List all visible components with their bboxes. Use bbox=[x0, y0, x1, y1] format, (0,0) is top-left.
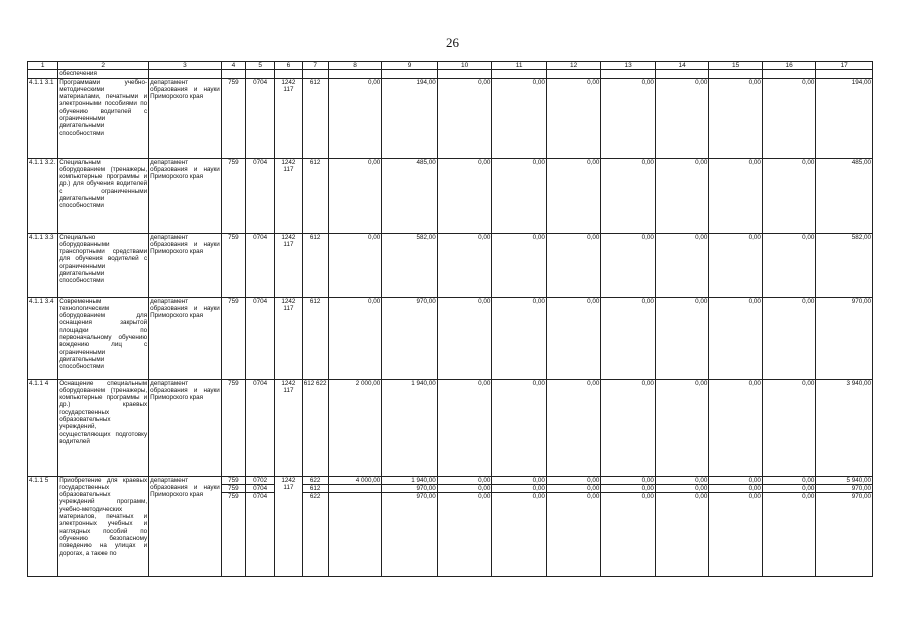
cell-value bbox=[329, 492, 382, 500]
continuation-row bbox=[28, 70, 873, 78]
cell-c6: 1242 117 bbox=[275, 476, 302, 576]
cell-c7: 612 bbox=[302, 233, 328, 297]
cell-value: 622 bbox=[309, 476, 321, 484]
cell-c15: 0,00 bbox=[709, 379, 763, 476]
column-number: 11 bbox=[492, 62, 547, 70]
cell-value: 0,00 bbox=[587, 476, 600, 484]
cell-c17: 582,00 bbox=[816, 233, 873, 297]
cell-c6: 1242 117 bbox=[275, 78, 302, 158]
cell-value: 622 bbox=[303, 492, 328, 500]
cell-c16: 0,00 bbox=[762, 297, 816, 379]
cell-value: 0,00 bbox=[763, 492, 816, 500]
cell-c17 bbox=[816, 476, 873, 576]
row-name: Специальным оборудованием (тренажеры, компьютерные программы и др.) для обучения водителей с ограниченными двигательными способностями bbox=[58, 158, 149, 233]
cell-c8: 0,00 bbox=[328, 233, 382, 297]
cell-c17: 194,00 bbox=[816, 78, 873, 158]
cell-c11: 0,00 bbox=[492, 233, 547, 297]
cell-value: 0,00 bbox=[802, 476, 815, 484]
cell-value: 612 bbox=[303, 484, 328, 492]
cell-c10: 0,00 bbox=[437, 379, 492, 476]
cell-c17: 3 940,00 bbox=[816, 379, 873, 476]
cell-c12: 0,00 bbox=[546, 158, 601, 233]
table-row bbox=[28, 233, 873, 297]
column-number: 12 bbox=[546, 62, 601, 70]
table-row bbox=[28, 297, 873, 379]
cell-value: 0,00 bbox=[601, 492, 655, 500]
column-number: 16 bbox=[762, 62, 816, 70]
cell-c9: 194,00 bbox=[382, 78, 438, 158]
cell-c6: 1242 117 bbox=[275, 297, 302, 379]
cell-value: 759 bbox=[222, 492, 245, 500]
cell-c12: 0,00 bbox=[546, 78, 601, 158]
cell-c16: 0,00 bbox=[762, 78, 816, 158]
column-number: 15 bbox=[709, 62, 763, 70]
cell-c7: 612 bbox=[302, 78, 328, 158]
cell-c12 bbox=[546, 476, 601, 576]
cell-c10: 0,00 bbox=[437, 297, 492, 379]
cell-c6: 1242 117 bbox=[275, 233, 302, 297]
column-number: 1 bbox=[28, 62, 58, 70]
cell-c13: 0,00 bbox=[601, 233, 656, 297]
cell-c9: 582,00 bbox=[382, 233, 438, 297]
column-number: 9 bbox=[382, 62, 438, 70]
cell-value: 0,00 bbox=[438, 484, 492, 492]
cell-c11: 0,00 bbox=[492, 379, 547, 476]
cell-value: 759 bbox=[222, 484, 245, 492]
row-id: 4.1.1 3.3 bbox=[28, 233, 58, 297]
row-organization: департамент образования и науки Приморского края bbox=[149, 158, 222, 233]
cell-c13: 0,00 bbox=[601, 158, 656, 233]
cell-value: 0,00 bbox=[748, 476, 761, 484]
cell-c6: 1242 117 bbox=[275, 158, 302, 233]
row-organization: департамент образования и науки Приморского края bbox=[149, 476, 222, 576]
row-name: Оснащение специальным оборудованием (тренажеры, компьютерные программы и др.) краевых государственных образовательных учреждений, осуществляющих подготовку водителей bbox=[58, 379, 149, 476]
column-number: 10 bbox=[437, 62, 492, 70]
cell-value: 0,00 bbox=[695, 476, 708, 484]
row-id: 4.1.1 4 bbox=[28, 379, 58, 476]
row-name: Современным технологическим оборудованием для оснащения закрытой площадки по первоначальному обучению вождению лиц с ограниченными двигательными способностями bbox=[58, 297, 149, 379]
cell-value: 0,00 bbox=[709, 484, 762, 492]
cell-value: 0,00 bbox=[492, 484, 546, 492]
table-row bbox=[28, 379, 873, 476]
row-organization: департамент образования и науки Приморского края bbox=[149, 78, 222, 158]
table-row bbox=[28, 476, 873, 576]
cell-value: 1 940,00 bbox=[411, 476, 436, 484]
cell-c4: 759 bbox=[221, 78, 245, 158]
row-id: 4.1.1 3.2. bbox=[28, 158, 58, 233]
cell-value: 0,00 bbox=[547, 492, 601, 500]
cell-c5: 0704 bbox=[246, 233, 275, 297]
cell-value: 5 940,00 bbox=[846, 476, 871, 484]
cell-value: 0,00 bbox=[492, 492, 546, 500]
cell-c14: 0,00 bbox=[655, 158, 709, 233]
cell-c8: 0,00 bbox=[328, 297, 382, 379]
cell-c14: 0,00 bbox=[655, 379, 709, 476]
cell-value: 0,00 bbox=[641, 476, 654, 484]
cell-value: 970,00 bbox=[816, 484, 872, 492]
cell-value: 4 000,00 bbox=[355, 476, 381, 484]
cell-value: 0,00 bbox=[532, 476, 545, 484]
cell-c5: 0704 bbox=[246, 297, 275, 379]
budget-table bbox=[27, 61, 873, 577]
cell-c4: 759 bbox=[221, 297, 245, 379]
cell-value: 0,00 bbox=[656, 492, 709, 500]
cell-value: 0704 bbox=[246, 492, 274, 500]
cell-c15 bbox=[709, 476, 763, 576]
cell-value: 970,00 bbox=[816, 492, 872, 500]
row-name: Программами учебно-методическими материалами, печатными и электронными пособиями по обучению водителей с ограниченными двигательными способностями bbox=[58, 78, 149, 158]
cell-c5: 0704 bbox=[246, 379, 275, 476]
cell-c7: 612 622 bbox=[302, 379, 328, 476]
cell-c7: 612 bbox=[302, 158, 328, 233]
cell-c13: 0,00 bbox=[601, 297, 656, 379]
cell-value: 0,00 bbox=[709, 492, 762, 500]
cell-c13: 0,00 bbox=[601, 78, 656, 158]
cell-c7 bbox=[302, 476, 328, 576]
cell-c8: 0,00 bbox=[328, 158, 382, 233]
cell-c12: 0,00 bbox=[546, 379, 601, 476]
row-id: 4.1.1 5 bbox=[28, 476, 58, 576]
cell-c17: 485,00 bbox=[816, 158, 873, 233]
cell-c5 bbox=[246, 476, 275, 576]
column-number: 5 bbox=[246, 62, 275, 70]
cell-c8 bbox=[328, 476, 382, 576]
cell-c12: 0,00 bbox=[546, 297, 601, 379]
cell-c5: 0704 bbox=[246, 78, 275, 158]
cell-c16 bbox=[762, 476, 816, 576]
column-number: 7 bbox=[302, 62, 328, 70]
cell-c14 bbox=[655, 476, 709, 576]
cell-c9: 1 940,00 bbox=[382, 379, 438, 476]
cell-c4: 759 bbox=[221, 158, 245, 233]
cell-c7: 612 bbox=[302, 297, 328, 379]
cell-c10 bbox=[437, 476, 492, 576]
cell-c4: 759 bbox=[221, 233, 245, 297]
cell-c13 bbox=[601, 476, 656, 576]
cell-c10: 0,00 bbox=[437, 233, 492, 297]
cell-c14: 0,00 bbox=[655, 233, 709, 297]
row-id: 4.1.1 3.1 bbox=[28, 78, 58, 158]
cell-value: 0702 bbox=[253, 476, 268, 484]
table-row bbox=[28, 158, 873, 233]
cell-c15: 0,00 bbox=[709, 233, 763, 297]
cell-c17: 970,00 bbox=[816, 297, 873, 379]
cell-c16: 0,00 bbox=[762, 158, 816, 233]
cell-c13: 0,00 bbox=[601, 379, 656, 476]
cell-c8: 2 000,00 bbox=[328, 379, 382, 476]
cell-value: 970,00 bbox=[382, 492, 437, 500]
row-id: 4.1.1 3.4 bbox=[28, 297, 58, 379]
column-number: 17 bbox=[816, 62, 873, 70]
column-number-row bbox=[28, 62, 873, 70]
cell-c16: 0,00 bbox=[762, 233, 816, 297]
cell-value: 0704 bbox=[246, 484, 274, 492]
column-number: 13 bbox=[601, 62, 656, 70]
column-number: 4 bbox=[221, 62, 245, 70]
cell-c14: 0,00 bbox=[655, 78, 709, 158]
cell-c10: 0,00 bbox=[437, 158, 492, 233]
row-organization: департамент образования и науки Приморского края bbox=[149, 379, 222, 476]
row-organization: департамент образования и науки Приморского края bbox=[149, 233, 222, 297]
cell-c9: 485,00 bbox=[382, 158, 438, 233]
cell-value: 0,00 bbox=[601, 484, 655, 492]
cell-c10: 0,00 bbox=[437, 78, 492, 158]
cell-c4: 759 bbox=[221, 379, 245, 476]
cell-c12: 0,00 bbox=[546, 233, 601, 297]
cell-value: 0,00 bbox=[763, 484, 816, 492]
cell-c14: 0,00 bbox=[655, 297, 709, 379]
cell-c11: 0,00 bbox=[492, 78, 547, 158]
cell-c8: 0,00 bbox=[328, 78, 382, 158]
cell-c15: 0,00 bbox=[709, 158, 763, 233]
cell-c6: 1242 117 bbox=[275, 379, 302, 476]
cell-c4 bbox=[221, 476, 245, 576]
cell-value bbox=[329, 484, 382, 492]
row-name: Специально оборудованными транспортными средствами для обучения водителей с ограниченными двигательными способностями bbox=[58, 233, 149, 297]
cell-value: 0,00 bbox=[547, 484, 601, 492]
cell-c11: 0,00 bbox=[492, 158, 547, 233]
cell-c5: 0704 bbox=[246, 158, 275, 233]
table-row bbox=[28, 78, 873, 158]
cell-c15: 0,00 bbox=[709, 297, 763, 379]
continuation-text: обеспечения bbox=[58, 70, 149, 78]
cell-value: 0,00 bbox=[656, 484, 709, 492]
cell-value: 0,00 bbox=[478, 476, 491, 484]
cell-c11: 0,00 bbox=[492, 297, 547, 379]
row-name: Приобретение для краевых государственных образовательных учреждений программ, учебно-методических материалов, печатных и электронных учебных и наглядных пособий по обучению безопасному поведению на улицах и дорогах, а также по bbox=[58, 476, 149, 576]
column-number: 14 bbox=[655, 62, 709, 70]
cell-c9: 970,00 bbox=[382, 297, 438, 379]
column-number: 2 bbox=[58, 62, 149, 70]
column-number: 3 bbox=[149, 62, 222, 70]
column-number: 8 bbox=[328, 62, 382, 70]
cell-c16: 0,00 bbox=[762, 379, 816, 476]
cell-c11 bbox=[492, 476, 547, 576]
row-organization: департамент образования и науки Приморского края bbox=[149, 297, 222, 379]
cell-value: 970,00 bbox=[382, 484, 437, 492]
cell-c9 bbox=[382, 476, 438, 576]
column-number: 6 bbox=[275, 62, 302, 70]
cell-value: 0,00 bbox=[438, 492, 492, 500]
cell-c15: 0,00 bbox=[709, 78, 763, 158]
page-number: 26 bbox=[446, 35, 459, 50]
cell-value: 759 bbox=[228, 476, 239, 484]
